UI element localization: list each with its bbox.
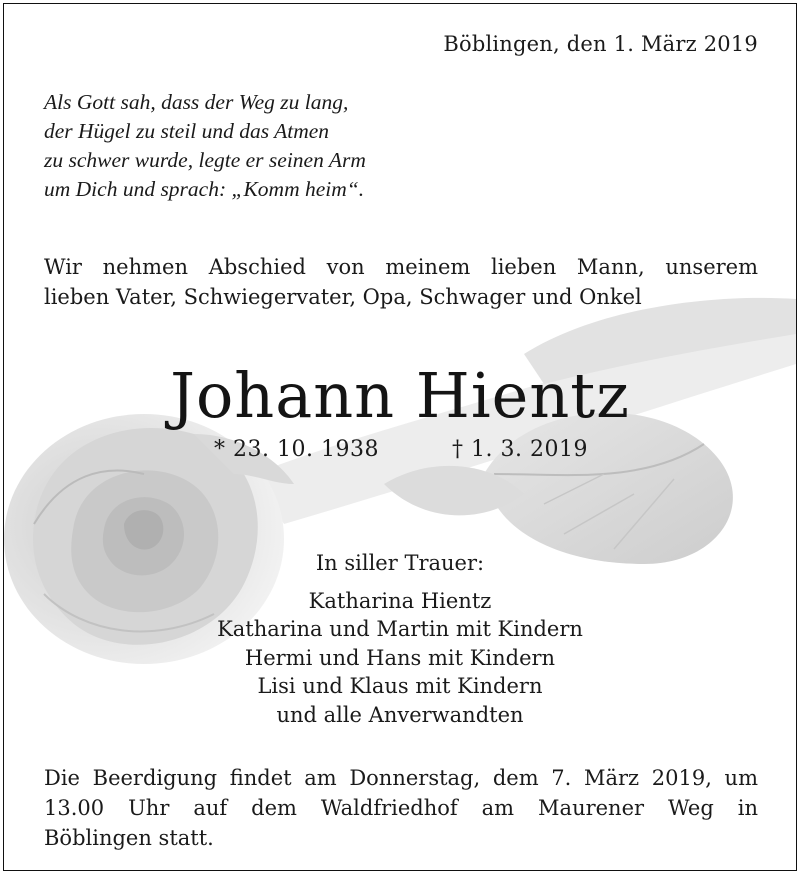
obituary-notice bbox=[3, 3, 797, 871]
farewell-intro bbox=[44, 252, 758, 312]
mourners-heading: In siller Trauer: bbox=[315, 551, 485, 575]
poem-line: der Hügel zu steil und das Atmen bbox=[44, 119, 330, 143]
intro-line: lieben Vater, Schwiegervater, Opa, Schwager und Onkel bbox=[44, 285, 642, 309]
mourner-name: Katharina und Martin mit Kindern bbox=[217, 617, 583, 641]
poem-line: zu schwer wurde, legte er seinen Arm bbox=[44, 148, 366, 172]
mourner-name: Hermi und Hans mit Kindern bbox=[244, 645, 556, 670]
deceased-name: Johann Hientz bbox=[170, 359, 630, 432]
funeral-info bbox=[44, 763, 758, 853]
birth-date: * 23. 10. 1938 bbox=[214, 437, 379, 462]
intro-line: Wir nehmen Abschied von meinem lieben Mann, unserem bbox=[44, 255, 758, 279]
poem-line: um Dich und sprach: „Komm heim“. bbox=[44, 177, 365, 201]
funeral-line: Böblingen statt. bbox=[44, 826, 214, 850]
funeral-line: Die Beerdigung findet am Donnerstag, dem 7. März 2019, um bbox=[44, 766, 758, 790]
poem bbox=[44, 88, 366, 204]
mourner-name: und alle Anverwandten bbox=[276, 702, 524, 727]
place-and-date: Böblingen, den 1. März 2019 bbox=[443, 32, 758, 56]
death-date: † 1. 3. 2019 bbox=[452, 437, 588, 462]
mourners-list bbox=[4, 549, 796, 729]
mourner-name: Lisi und Klaus mit Kindern bbox=[257, 674, 543, 698]
funeral-line: 13.00 Uhr auf dem Waldfriedhof am Maurener Weg in bbox=[44, 796, 758, 820]
mourner-name: Katharina Hientz bbox=[308, 588, 492, 613]
poem-line: Als Gott sah, dass der Weg zu lang, bbox=[44, 90, 349, 114]
